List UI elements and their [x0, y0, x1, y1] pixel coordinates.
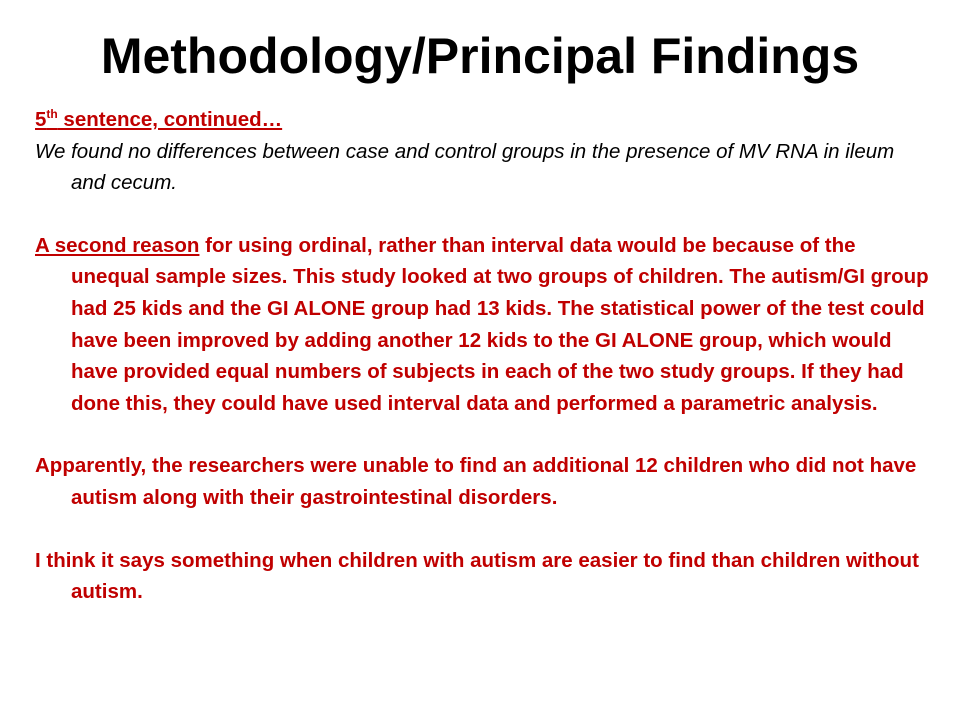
conclusion-paragraph: I think it says something when children with autism are easier to find than children without autism. — [35, 548, 919, 604]
reason-lead: A second reason — [35, 233, 200, 257]
reason-paragraph — [35, 230, 930, 420]
subheading-superscript: th — [46, 107, 58, 122]
apparently-paragraph: Apparently, the researchers were unable to find an additional 12 children who did not have autism along with their gastrointestinal disorders. — [35, 454, 917, 509]
spacer — [35, 419, 930, 450]
reason-text: for using ordinal, rather than interval data would be because of the unequal sample sizes. This study looked at two groups of children. The autism/GI group had 25 kids and the GI ALONE group had 13 kids. The statistical power of the test could have been improved by adding another 12 kids to the GI ALONE group, which would have provided equal numbers of subjects in each of the two study groups. If they had done this, they could have used interval data and performed a parametric analysis. — [71, 233, 929, 415]
spacer — [35, 199, 930, 230]
slide-title: Methodology/Principal Findings — [100, 28, 860, 84]
subheading-number: 5 — [35, 108, 47, 131]
spacer — [35, 514, 930, 545]
slide-body — [35, 104, 930, 608]
subheading — [35, 104, 930, 136]
finding-paragraph: We found no differences between case and control groups in the presence of MV RNA in ileum and cecum. — [35, 139, 895, 195]
subheading-text: sentence, continued… — [57, 108, 283, 131]
